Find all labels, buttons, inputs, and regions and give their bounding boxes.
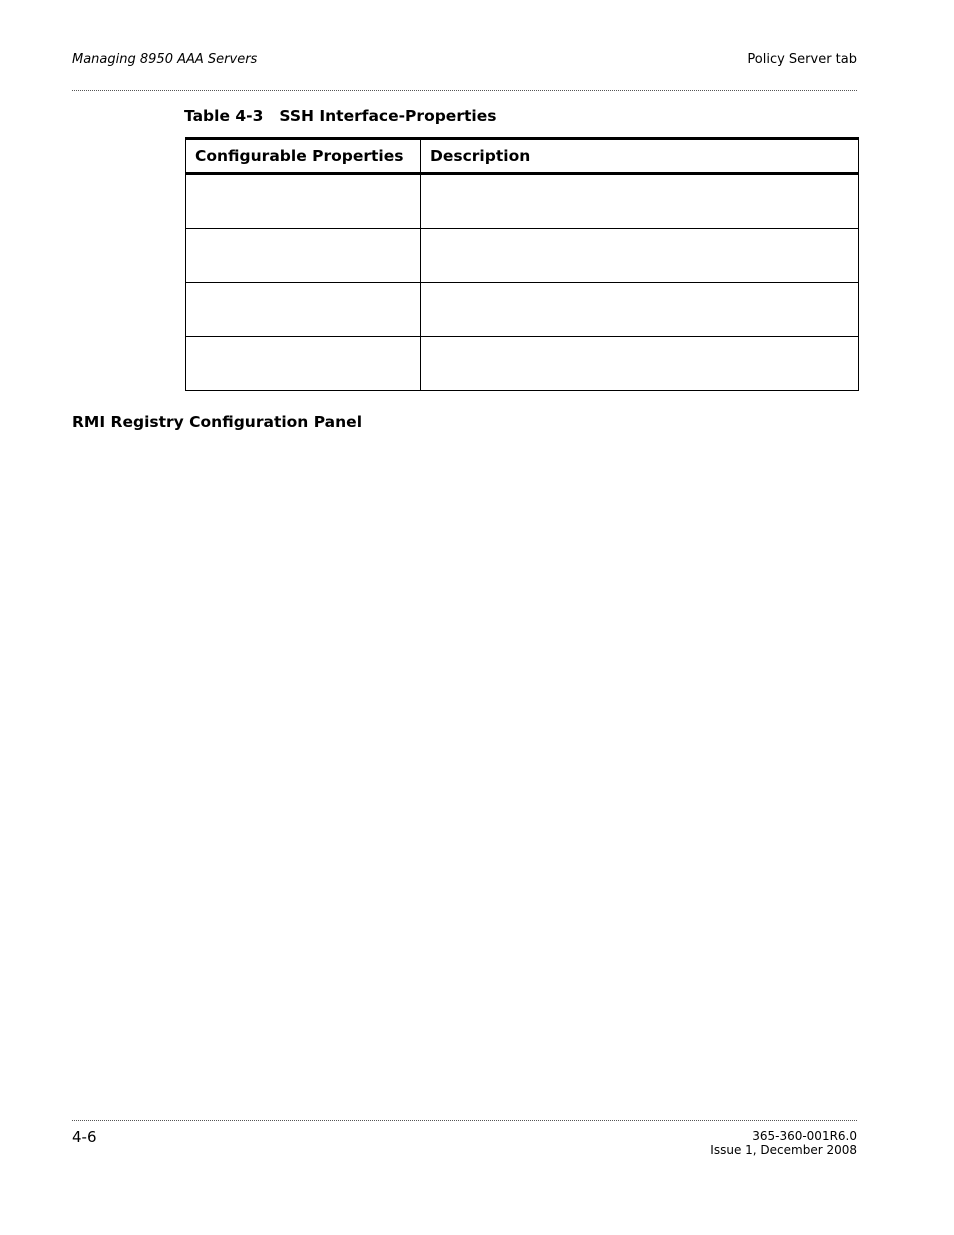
table-cell-property <box>186 337 421 391</box>
table-row <box>186 337 859 391</box>
running-header-title: Managing 8950 AAA Servers <box>72 52 258 67</box>
footer-divider <box>72 1120 857 1121</box>
table-caption-title: SSH Interface-Properties <box>279 107 497 125</box>
section-heading: RMI Registry Configuration Panel <box>72 413 363 431</box>
table-row <box>186 174 859 229</box>
table-cell-property <box>186 283 421 337</box>
column-header-properties: Configurable Properties <box>186 139 421 174</box>
ssh-properties-table <box>185 137 859 391</box>
table-caption <box>184 107 496 125</box>
table-cell-description <box>421 229 859 283</box>
table-cell-property <box>186 229 421 283</box>
page-number: 4-6 <box>72 1128 97 1146</box>
table-row <box>186 229 859 283</box>
table-caption-number: Table 4-3 <box>184 107 264 125</box>
table-row <box>186 283 859 337</box>
header-divider <box>72 90 857 91</box>
table-cell-description <box>421 283 859 337</box>
issue-date: Issue 1, December 2008 <box>710 1143 857 1157</box>
table-cell-property <box>186 174 421 229</box>
table-cell-description <box>421 337 859 391</box>
table-header-row <box>186 139 859 174</box>
running-header-section: Policy Server tab <box>747 52 857 67</box>
column-header-description: Description <box>421 139 859 174</box>
document-number: 365-360-001R6.0 <box>752 1129 857 1143</box>
document-identifier <box>710 1129 857 1157</box>
table-cell-description <box>421 174 859 229</box>
